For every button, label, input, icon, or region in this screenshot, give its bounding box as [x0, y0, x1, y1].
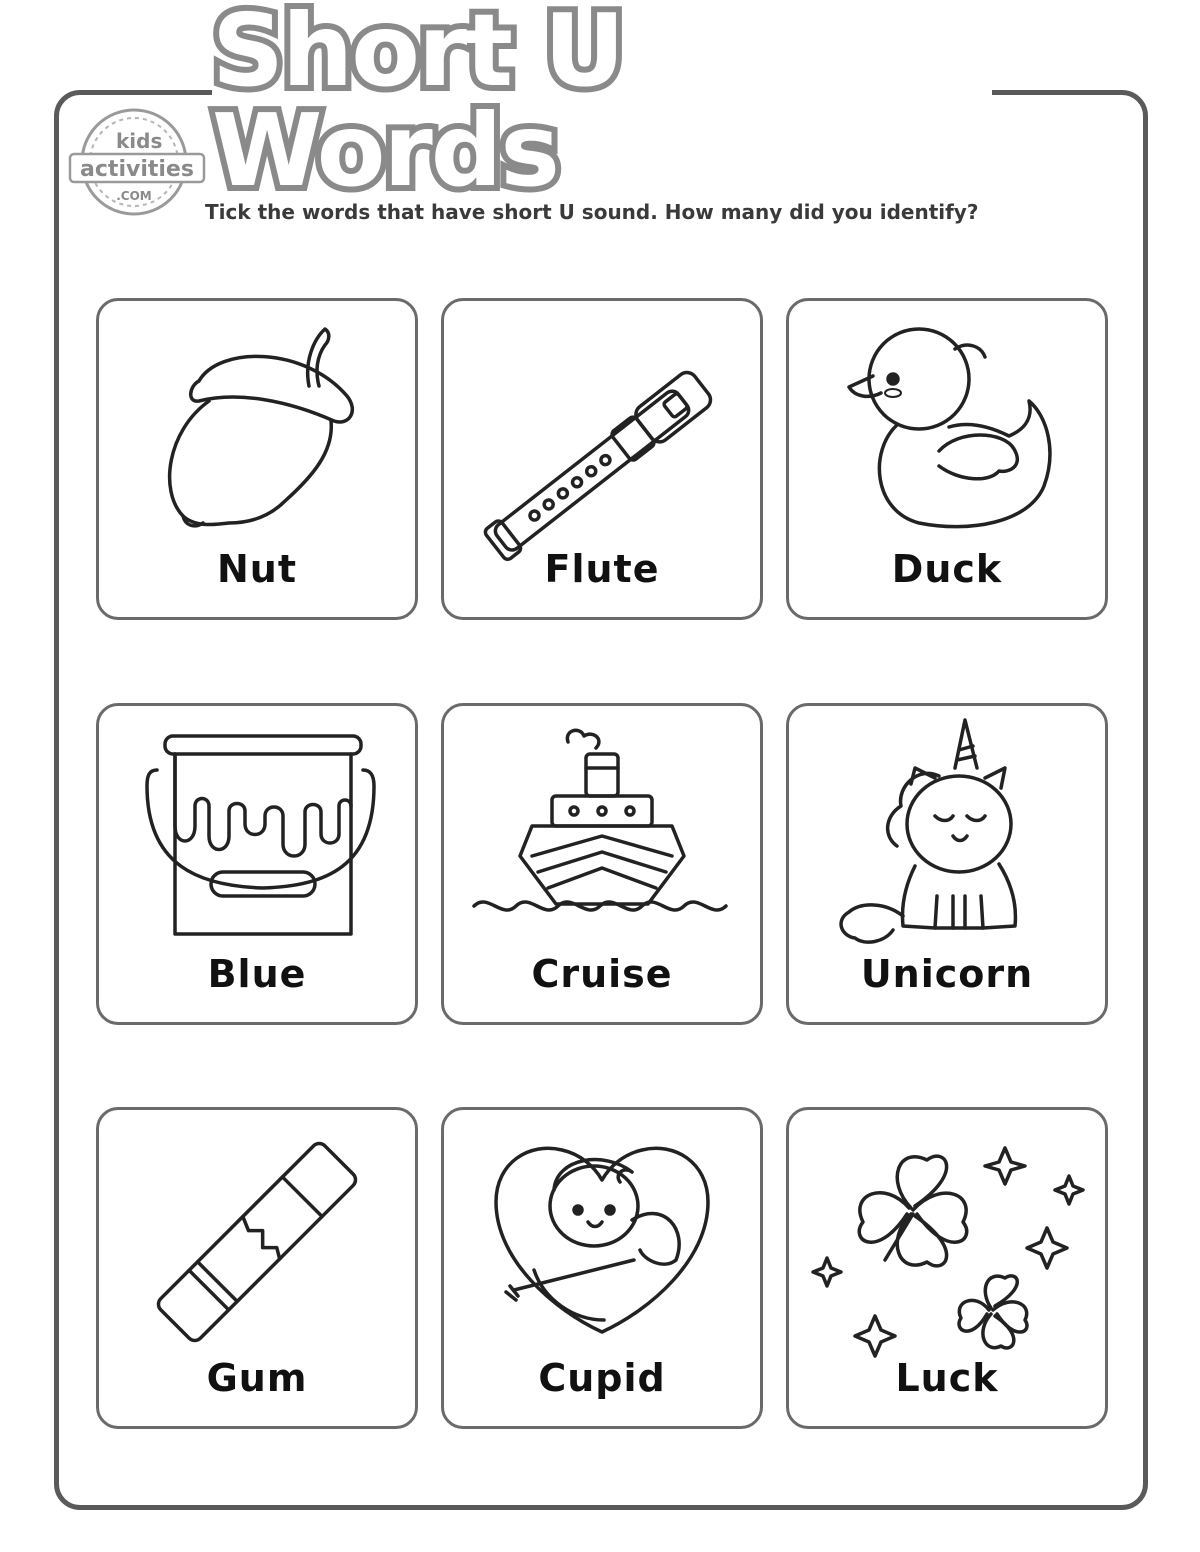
card-word: Blue	[207, 952, 307, 996]
word-card-blue[interactable]	[96, 703, 418, 1025]
word-card-gum[interactable]	[96, 1107, 418, 1429]
card-word: Luck	[895, 1356, 999, 1400]
kids-activities-logo-icon	[68, 100, 208, 224]
page-title: Short U Words	[212, 0, 624, 209]
card-word: Flute	[544, 547, 660, 591]
card-word: Unicorn	[860, 952, 1034, 996]
card-word: Gum	[206, 1356, 308, 1400]
word-card-unicorn[interactable]	[786, 703, 1108, 1025]
card-word: Nut	[216, 547, 298, 591]
word-card-flute[interactable]	[441, 298, 763, 620]
logo-text-activities: activities	[80, 157, 194, 182]
instructions-text: Tick the words that have short U sound. How many did you identify?	[205, 200, 979, 224]
card-word: Cupid	[538, 1356, 666, 1400]
logo-text-kids: kids	[116, 129, 163, 153]
word-card-cupid[interactable]	[441, 1107, 763, 1429]
word-card-luck[interactable]	[786, 1107, 1108, 1429]
word-card-nut[interactable]	[96, 298, 418, 620]
logo-text-com: .COM	[116, 189, 152, 203]
word-card-duck[interactable]	[786, 298, 1108, 620]
card-word: Duck	[891, 547, 1003, 591]
title-banner	[212, 0, 992, 209]
card-word: Cruise	[531, 952, 673, 996]
word-card-cruise[interactable]	[441, 703, 763, 1025]
